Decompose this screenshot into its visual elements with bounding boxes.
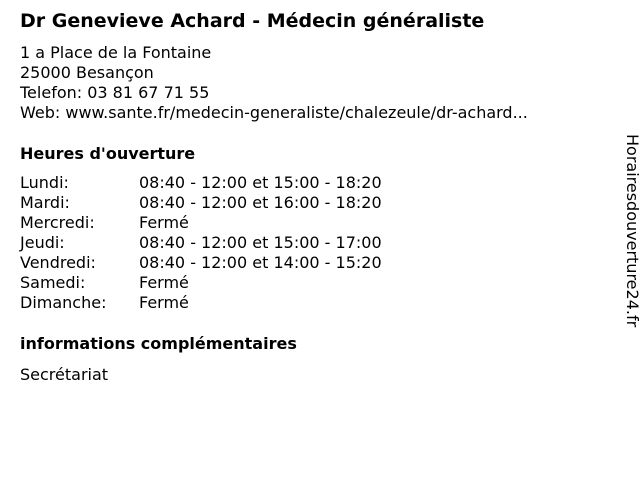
day-hours: 08:40 - 12:00 et 15:00 - 17:00	[139, 233, 382, 252]
additional-info-heading: informations complémentaires	[20, 334, 297, 353]
day-hours: Fermé	[139, 293, 189, 312]
additional-info-text: Secrétariat	[20, 365, 109, 384]
site-watermark: Horairesdouverture24.fr	[623, 134, 642, 328]
street-address: 1 a Place de la Fontaine	[20, 43, 212, 62]
day-label: Dimanche:	[20, 293, 107, 312]
day-label: Vendredi:	[20, 253, 96, 272]
day-label: Lundi:	[20, 173, 69, 192]
hours-row-friday	[20, 253, 382, 273]
hours-row-tuesday	[20, 193, 382, 213]
opening-hours-heading: Heures d'ouverture	[20, 144, 196, 163]
day-hours: 08:40 - 12:00 et 14:00 - 15:20	[139, 253, 382, 272]
day-label: Mercredi:	[20, 213, 95, 232]
day-hours: 08:40 - 12:00 et 15:00 - 18:20	[139, 173, 382, 192]
hours-row-thursday	[20, 233, 382, 253]
day-hours: Fermé	[139, 273, 189, 292]
day-hours: 08:40 - 12:00 et 16:00 - 18:20	[139, 193, 382, 212]
day-hours: Fermé	[139, 213, 189, 232]
website-link[interactable]: Web: www.sante.fr/medecin-generaliste/chalezeule/dr-achard...	[20, 103, 528, 122]
page-title: Dr Genevieve Achard - Médecin généraliste	[20, 10, 485, 32]
hours-row-monday	[20, 173, 382, 193]
day-label: Mardi:	[20, 193, 70, 212]
contact-block	[20, 43, 528, 123]
opening-hours-table	[20, 173, 382, 313]
hours-row-wednesday	[20, 213, 382, 233]
city-postcode: 25000 Besançon	[20, 63, 154, 82]
hours-row-saturday	[20, 273, 382, 293]
day-label: Samedi:	[20, 273, 86, 292]
day-label: Jeudi:	[20, 233, 65, 252]
phone-number: Telefon: 03 81 67 71 55	[20, 83, 210, 102]
hours-row-sunday	[20, 293, 382, 313]
